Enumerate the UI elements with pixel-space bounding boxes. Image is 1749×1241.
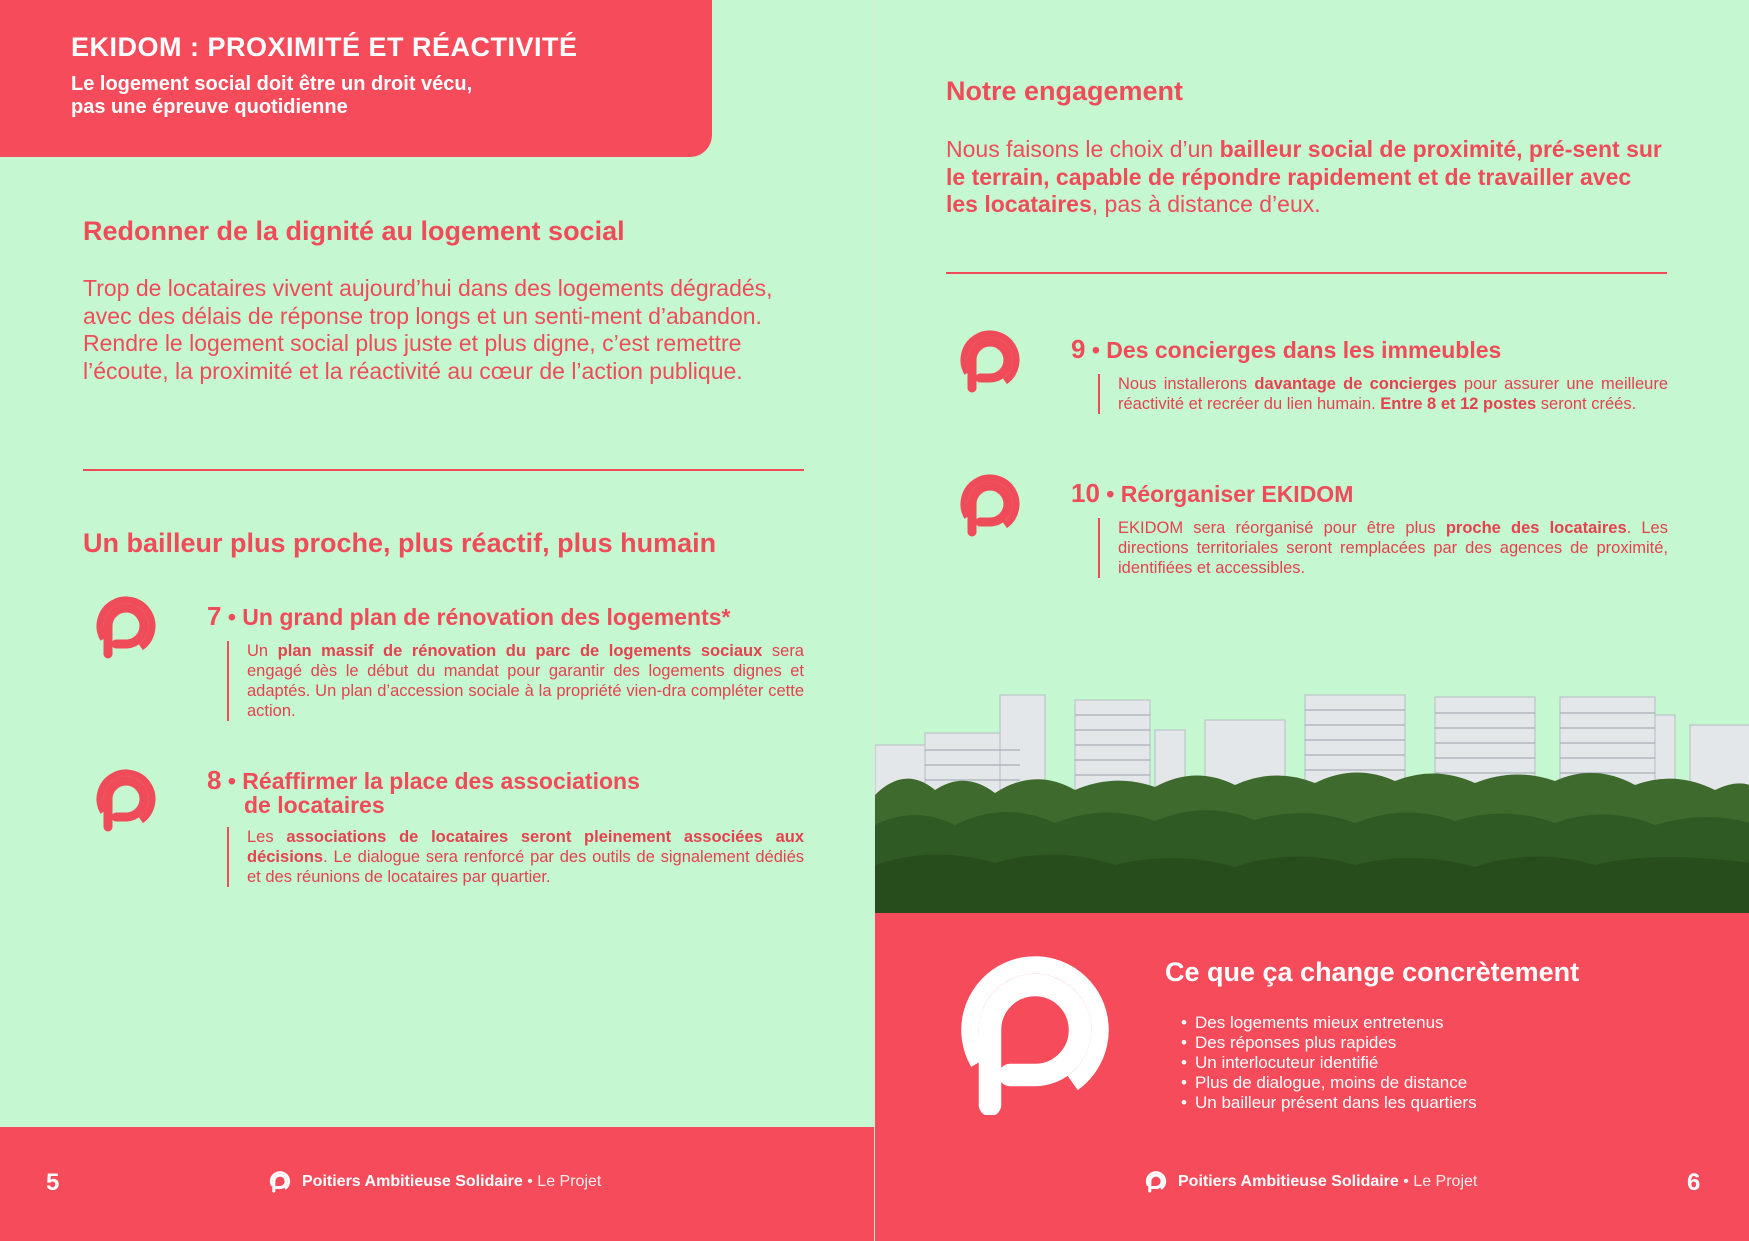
header-subtitle-line1: Le logement social doit être un droit vécu, <box>71 73 473 95</box>
city-skyline-photo <box>875 655 1749 913</box>
pas-logo-icon <box>92 596 160 660</box>
list-item: • Un interlocuteur identifié <box>1197 1053 1477 1073</box>
item-8-body: Les associations de locataires seront pleinement associées aux décisions. Le dialogue sera renforcé par des outils de signalement dédiés et des réunions de locataires par quartier. <box>227 827 804 887</box>
section-title-dignity: Redonner de la dignité au logement social <box>83 216 625 246</box>
item-10-body: EKIDOM sera réorganisé pour être plus proche des locataires. Les directions territoriales seront remplacées par des agences de proximité, identifiées et accessibles. <box>1098 518 1668 578</box>
engagement-text: Nous faisons le choix d’un bailleur social de proximité, pré-sent sur le terrain, capable de répondre rapidement et de travailler avec les locataires, pas à distance d’eux. <box>946 136 1662 217</box>
section-text-dignity: Trop de locataires vivent aujourd’hui dans des logements dégradés, avec des délais de réponse trop longs et un senti-ment d’abandon. Rendre le logement social plus juste et plus digne, c’est remettre l’écoute, la proximité et la réactivité au cœur de l’action publique. <box>83 275 773 384</box>
item-8-title: 8 • Réaffirmer la place des associations de locataires <box>207 765 640 818</box>
header-title: EKIDOM : PROXIMITÉ ET RÉACTIVITÉ <box>71 32 578 62</box>
item-9-body: Nous installerons davantage de concierges pour assurer une meilleure réactivité et recréer du lien humain. Entre 8 et 12 postes seront créés. <box>1098 374 1668 414</box>
change-title: Ce que ça change concrètement <box>1165 957 1580 987</box>
divider <box>946 272 1667 274</box>
list-item: • Des logements mieux entretenus <box>1197 1013 1477 1033</box>
footer-brand-name: Poitiers Ambitieuse Solidaire <box>302 1173 523 1190</box>
footer-brand: Poitiers Ambitieuse Solidaire • Le Projet <box>1144 1171 1477 1193</box>
section-title-bailleur: Un bailleur plus proche, plus réactif, plus humain <box>83 528 717 558</box>
pas-logo-icon <box>956 474 1024 538</box>
footer-brand-name: Poitiers Ambitieuse Solidaire <box>1178 1173 1399 1190</box>
item-7-title: 7 • Un grand plan de rénovation des logements* <box>207 601 731 631</box>
list-item: • Un bailleur présent dans les quartiers <box>1197 1093 1477 1113</box>
footer-right <box>875 1127 1749 1241</box>
change-box <box>875 913 1749 1127</box>
page-left <box>0 0 874 1241</box>
item-9-title: 9 • Des concierges dans les immeubles <box>1071 334 1502 364</box>
list-item: • Plus de dialogue, moins de distance <box>1197 1073 1477 1093</box>
pas-logo-icon <box>956 330 1024 394</box>
pas-logo-icon <box>92 769 160 833</box>
footer-brand: Poitiers Ambitieuse Solidaire • Le Projet <box>268 1171 601 1193</box>
page-right <box>874 0 1749 1241</box>
engagement-title: Notre engagement <box>946 76 1184 106</box>
header-subtitle-line2: pas une épreuve quotidienne <box>71 96 348 118</box>
header-subtitle <box>71 73 712 119</box>
page-number: 5 <box>46 1169 60 1196</box>
item-10-title: 10 • Réorganiser EKIDOM <box>1071 478 1354 508</box>
item-7-body: Un plan massif de rénovation du parc de logements sociaux sera engagé dès le début du mandat pour garantir des logements dignes et adaptés. Un plan d’accession sociale à la propriété vien-dra compléter cette action. <box>227 641 804 721</box>
pas-logo-icon <box>1144 1171 1168 1193</box>
page-number: 6 <box>1687 1169 1701 1196</box>
list-item: • Des réponses plus rapides <box>1197 1033 1477 1053</box>
header-block <box>0 0 712 157</box>
footer-left <box>0 1127 874 1241</box>
divider <box>83 469 804 471</box>
change-list <box>1197 1013 1477 1113</box>
pas-logo-large-icon <box>945 955 1125 1115</box>
pas-logo-icon <box>268 1171 292 1193</box>
